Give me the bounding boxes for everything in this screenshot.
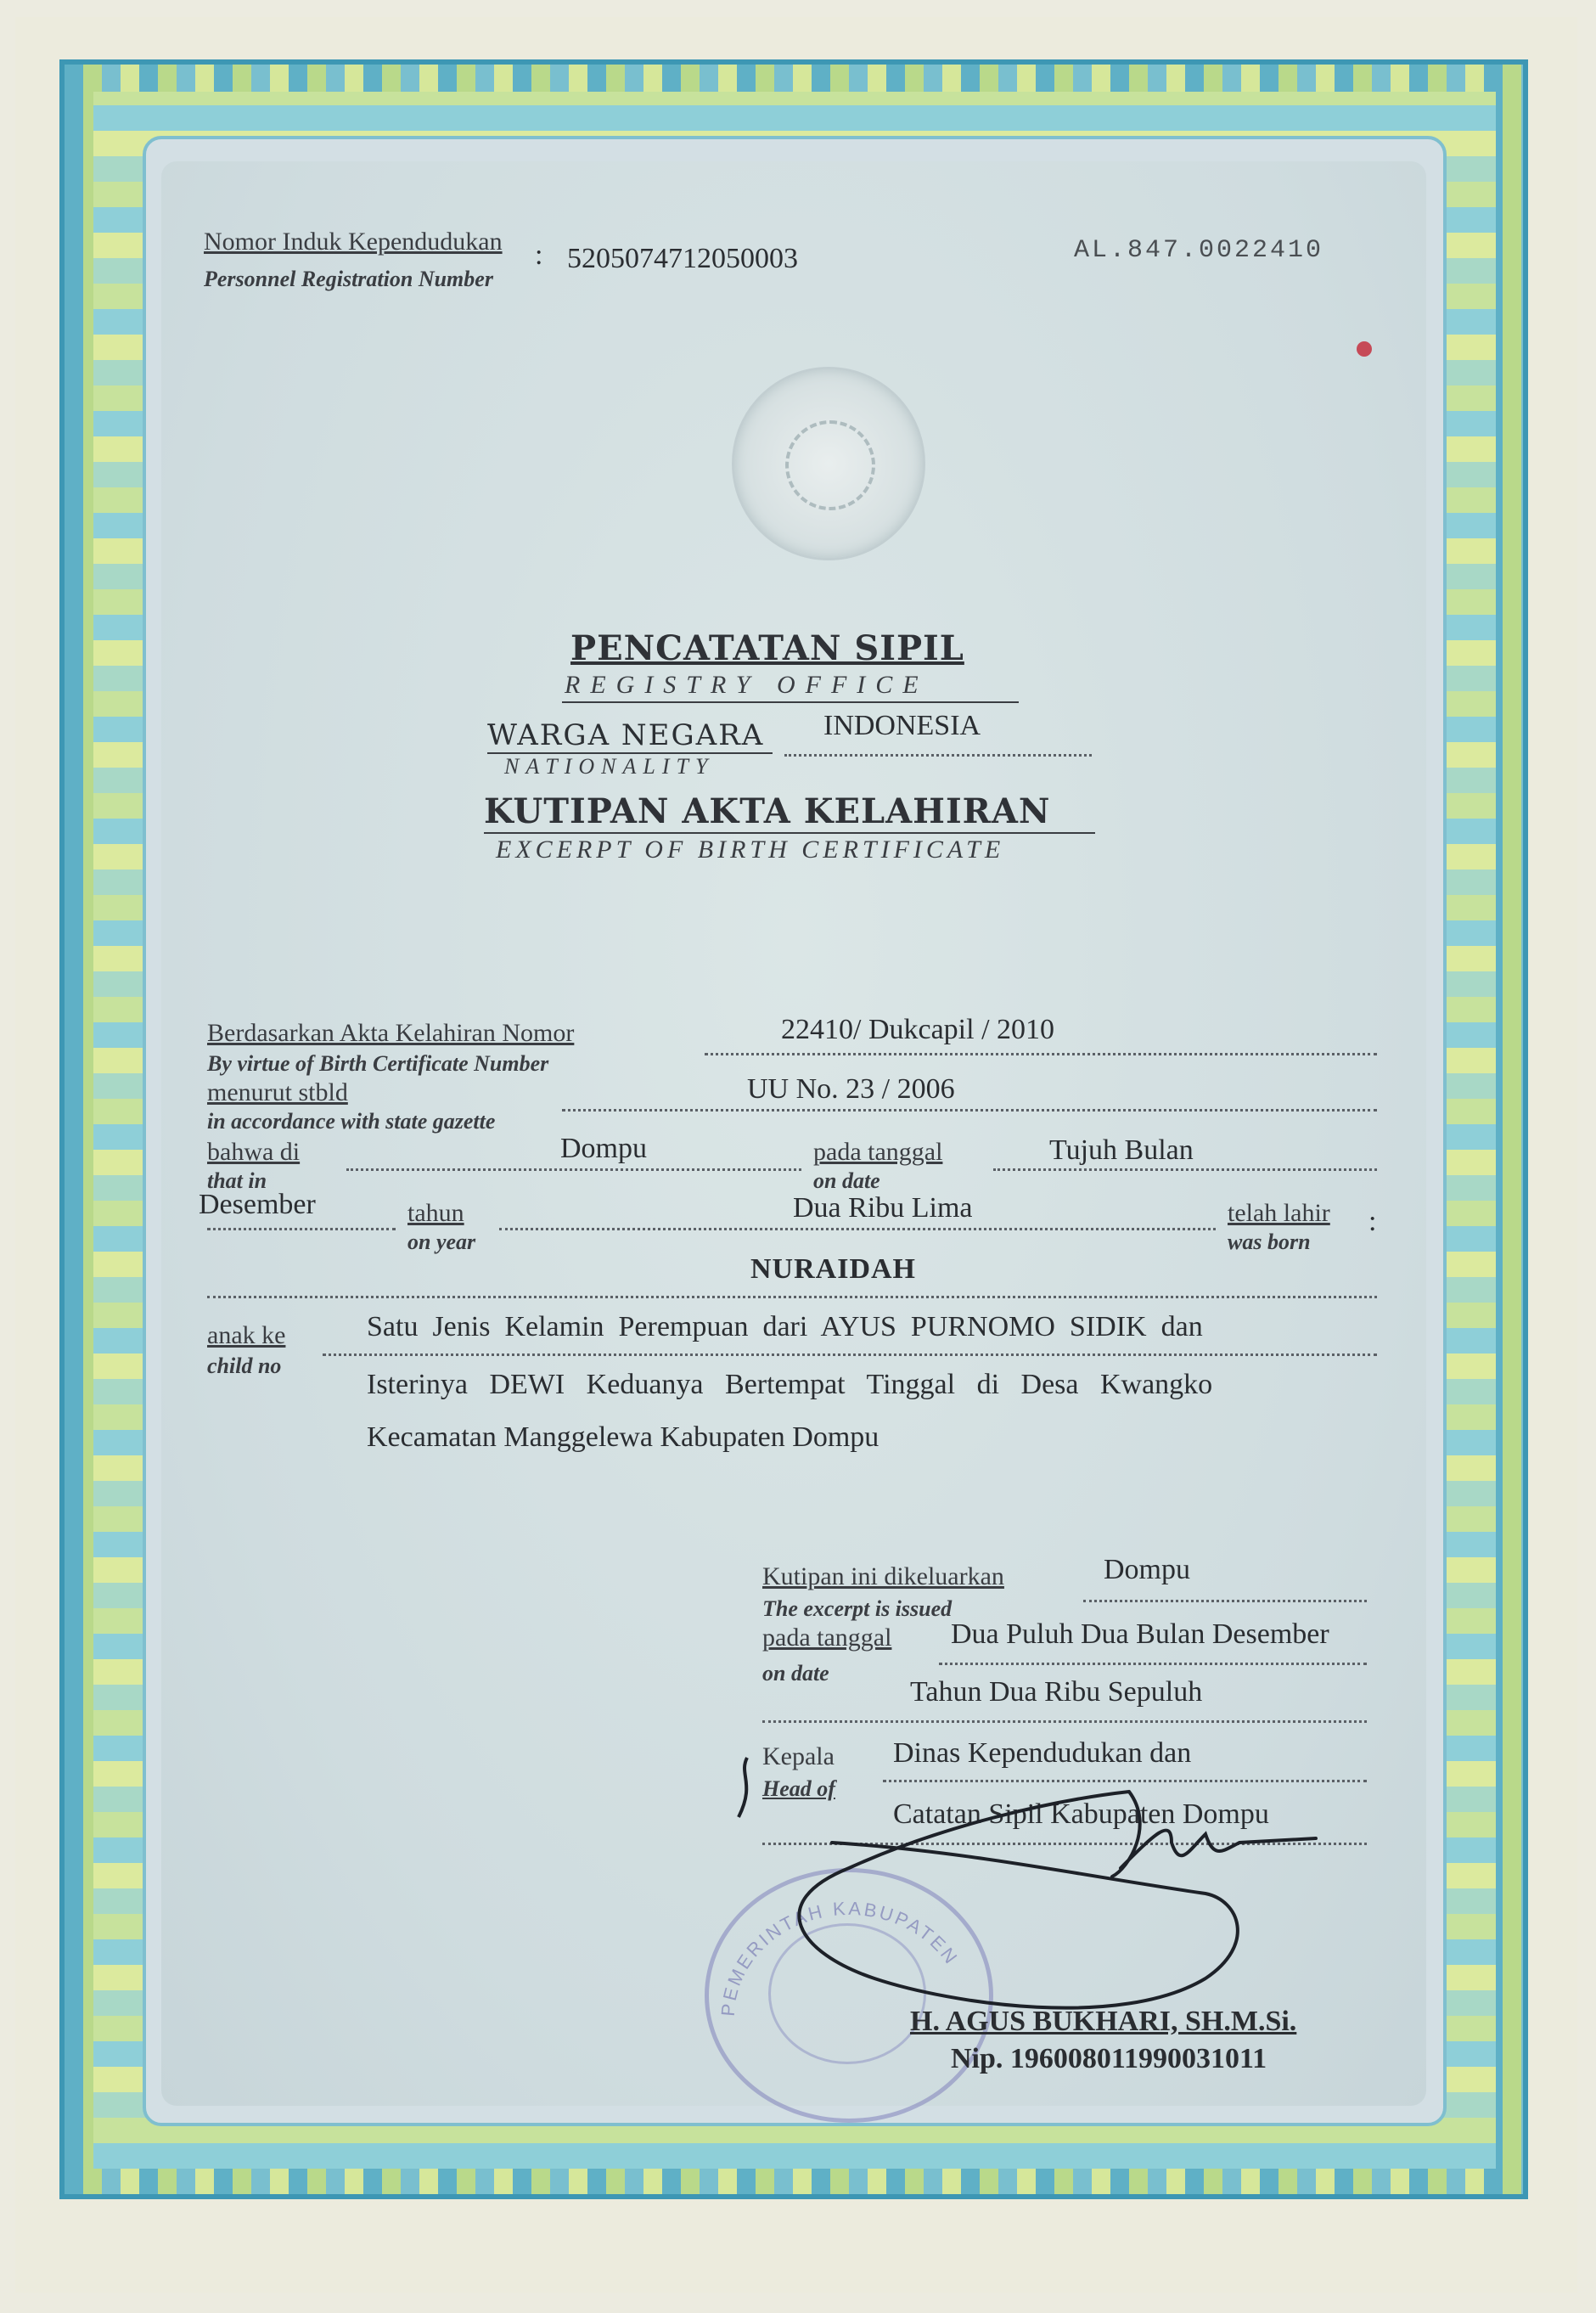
born-label-en: was born [1228, 1230, 1311, 1254]
dotted-line [1083, 1600, 1367, 1602]
garuda-seal-emblem [732, 367, 925, 560]
dotted-line [207, 1296, 1377, 1298]
document-title-en: EXCERPT OF BIRTH CERTIFICATE [496, 836, 1005, 864]
month-value: Desember [199, 1189, 316, 1220]
year-label: tahun [407, 1199, 464, 1227]
head-label: Kepala [762, 1742, 835, 1770]
cert-number-label-en: By virtue of Birth Certificate Number [207, 1051, 549, 1076]
issued-label: Kutipan ini dikeluarkan [762, 1562, 1004, 1590]
nik-label: Nomor Induk Kependudukan [204, 228, 503, 256]
office-title: PENCATATAN SIPIL [570, 628, 964, 668]
issued-place: Dompu [1104, 1554, 1190, 1585]
nationality-value: INDONESIA [823, 710, 981, 741]
born-colon: : [1368, 1206, 1377, 1237]
dotted-line [323, 1353, 1377, 1356]
nik-value: 5205074712050003 [567, 243, 798, 274]
document-title: KUTIPAN AKTA KELAHIRAN [484, 791, 1051, 831]
cert-number-value: 22410/ Dukcapil / 2010 [781, 1014, 1055, 1045]
gazette-label-en: in accordance with state gazette [207, 1109, 496, 1134]
nationality-label: WARGA NEGARA [487, 718, 765, 752]
nik-label-en: Personnel Registration Number [204, 267, 493, 291]
dotted-line [993, 1168, 1377, 1171]
office-title-rule [562, 701, 1019, 703]
issue-date-label: pada tanggal [762, 1624, 892, 1652]
dotted-line [562, 1109, 1377, 1111]
place-value: Dompu [560, 1133, 647, 1164]
date-label: pada tanggal [813, 1138, 943, 1166]
issue-date-label-en: on date [762, 1661, 829, 1686]
red-mark [1357, 341, 1372, 357]
issue-date-line-1: Dua Puluh Dua Bulan Desember [951, 1618, 1329, 1650]
serial-number: AL.847.0022410 [1074, 236, 1324, 265]
issued-label-en: The excerpt is issued [762, 1596, 953, 1621]
head-label-en: Head of [762, 1776, 835, 1801]
date-label-en: on date [813, 1168, 880, 1193]
child-name: NURAIDAH [750, 1253, 916, 1285]
gazette-label: menurut stbld [207, 1078, 348, 1106]
date-value: Tujuh Bulan [1049, 1134, 1194, 1166]
nik-colon: : [535, 239, 543, 271]
child-line-2: Isterinya DEWI Keduanya Bertempat Tinggal di Desa Kwangko [367, 1369, 1213, 1400]
dotted-line [346, 1168, 801, 1171]
cert-number-label: Berdasarkan Akta Kelahiran Nomor [207, 1019, 575, 1047]
dotted-line [499, 1228, 1216, 1230]
year-value: Dua Ribu Lima [793, 1192, 973, 1224]
dotted-line [784, 754, 1092, 757]
child-line-3: Kecamatan Manggelewa Kabupaten Dompu [367, 1421, 879, 1453]
born-label: telah lahir [1228, 1199, 1330, 1227]
dotted-line [207, 1228, 396, 1230]
nationality-label-en: NATIONALITY [504, 754, 715, 779]
place-label: bahwa di [207, 1138, 301, 1166]
office-title-en: REGISTRY OFFICE [565, 671, 929, 699]
dotted-line [939, 1663, 1367, 1665]
document-title-rule [484, 832, 1095, 834]
dotted-line [705, 1053, 1377, 1055]
stamp-outer-text: PEMERINTAH KABUPATEN [717, 1897, 964, 2018]
place-label-en: that in [207, 1168, 267, 1193]
official-nip: Nip. 196008011990031011 [951, 2043, 1267, 2074]
head-line-1: Dinas Kependudukan dan [893, 1737, 1192, 1769]
year-label-en: on year [407, 1230, 476, 1254]
dotted-line [762, 1720, 1367, 1723]
gazette-value: UU No. 23 / 2006 [747, 1073, 955, 1105]
child-no-label: anak ke [207, 1321, 286, 1349]
head-line-2: Catatan Sipil Kabupaten Dompu [893, 1798, 1269, 1830]
child-no-label-en: child no [207, 1353, 282, 1378]
issue-date-line-2: Tahun Dua Ribu Sepuluh [910, 1676, 1203, 1708]
official-name: H. AGUS BUKHARI, SH.M.Si. [910, 2006, 1297, 2037]
child-line-1: Satu Jenis Kelamin Perempuan dari AYUS PURNOMO SIDIK dan [367, 1311, 1203, 1342]
